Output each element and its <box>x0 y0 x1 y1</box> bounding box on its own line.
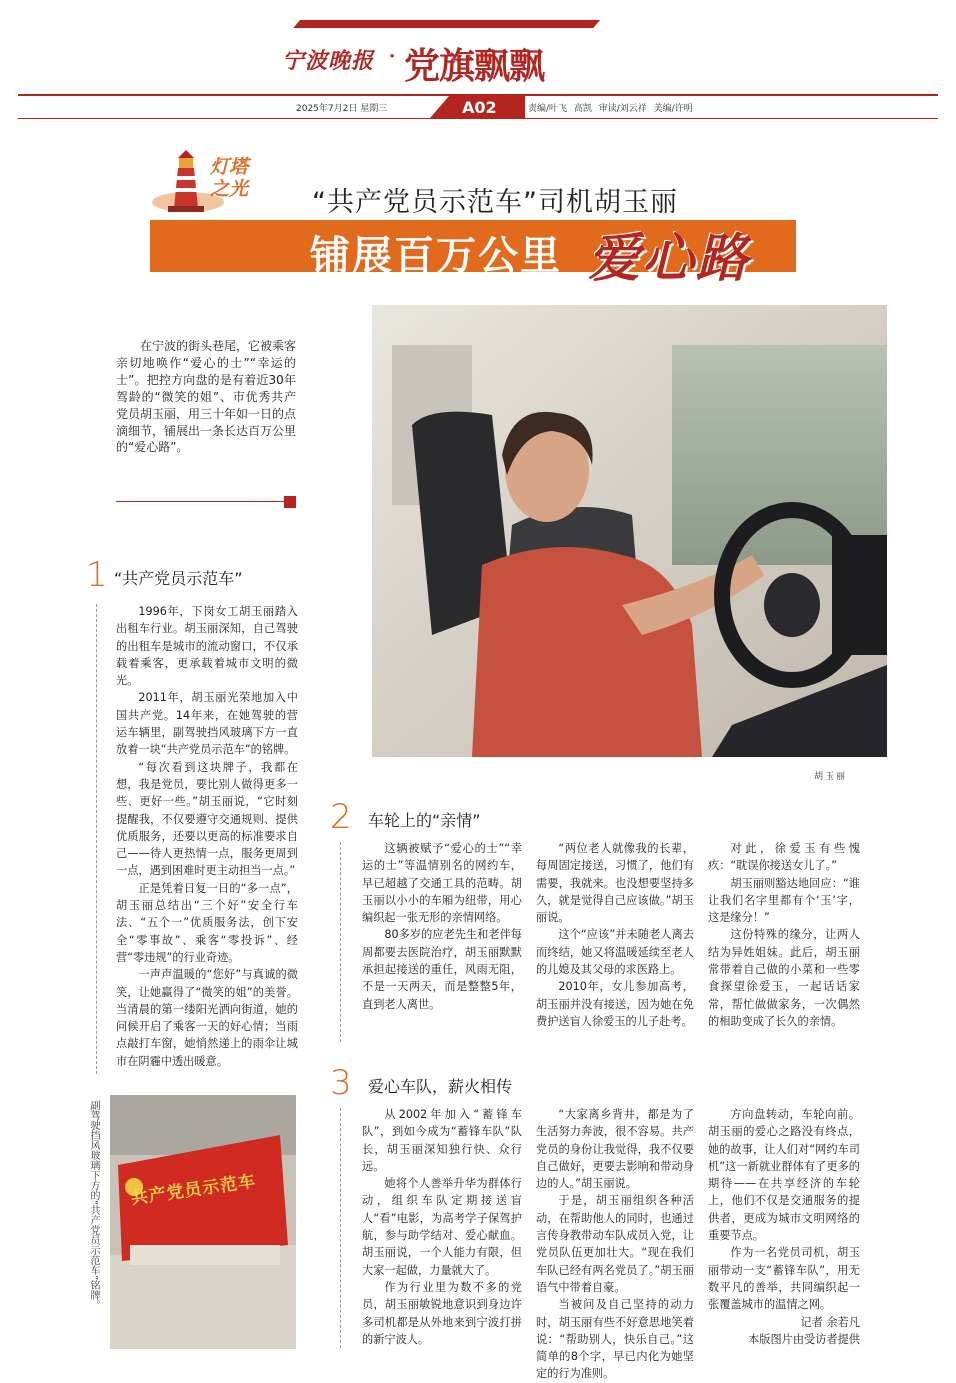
section-3-rule <box>340 1108 341 1348</box>
editor-credits: 责编/叶飞 高凯 审读/刘云祥 美编/许明 <box>528 104 693 114</box>
paragraph: 作为行业里为数不多的党员，胡玉丽敏锐地意识到身边许多司机都是从外地来到宁波打拼的新宁波人。 <box>362 1280 522 1346</box>
paragraph: 当被问及自己坚持的动力时，胡玉丽有些不好意思地笑着说：“帮助别人，快乐自己。”这简单的8个字，早已内化为她坚定的行为准则。 <box>536 1298 694 1381</box>
section-1-number: 1 <box>86 555 108 595</box>
nameplate-illustration <box>110 1095 296 1349</box>
badge-text: 灯塔之光 <box>210 156 249 200</box>
photo2-caption: 副驾驶挡风玻璃下方的“共产党员示范车”铭牌。 <box>88 1100 99 1311</box>
headline-accent: 爱心路 <box>588 228 751 289</box>
lead-rule <box>116 501 286 502</box>
masthead-separator: · <box>388 42 397 72</box>
driver-photo <box>372 305 887 757</box>
paragraph: 正是凭着日复一日的“多一点”，胡玉丽总结出“三个好”安全行车法、“五个一”优质服务法，创下安全“零事故”、乘客“零投诉”、经营“零违规”的行业奇迹。 <box>116 881 298 964</box>
paragraph: 胡玉丽则豁达地回应：“谁让我们名字里都有个‘玉’字，这是缘分！” <box>708 876 860 925</box>
section-1-title: “共产党员示范车” <box>114 569 243 588</box>
issue-date: 2025年7月2日 星期三 <box>296 104 388 114</box>
masthead-rule-thin <box>18 118 938 119</box>
paragraph: 这份特殊的缘分，让两人结为异姓姐妹。此后，胡玉丽常带着自己做的小菜和一些零食探望徐爱玉，一起话话家常，帮忙做做家务，一次偶然的相助变成了长久的亲情。 <box>708 928 860 1028</box>
paragraph: 1996年，下岗女工胡玉丽踏入出租车行业。胡玉丽深知，自己驾驶的出租车是城市的流动窗口，不仅承载着乘客，更承载着城市文明的微光。 <box>116 605 298 688</box>
section-2-col-1 <box>362 840 522 1013</box>
section-2-number: 2 <box>330 797 352 837</box>
kicker-headline: “共产党员示范车”司机胡玉丽 <box>312 187 678 218</box>
section-2-title: 车轮上的“亲情” <box>368 811 481 830</box>
paragraph: “每次看到这块牌子，我都在想，我是党员，要比别人做得更多一些、更好一些。”胡玉丽说，“它时刻提醒我，不仅要遵守交通规则、提供优质服务，还要以更高的标准要求自己——待人更热情一点，服务更周到一点，遇到困难时更主动担当一点。” <box>116 760 298 878</box>
nameplate-text: 共产党员示范车 <box>129 1171 258 1210</box>
section-3-number: 3 <box>330 1063 352 1103</box>
section-1-body <box>116 603 298 1070</box>
section-3-col-3 <box>708 1106 860 1348</box>
paragraph: 于是，胡玉丽组织各种活动，在帮助他人的同时，也通过言传身教带动车队成员入党，让党员队伍更加壮大。“现在我们车队已经有两名党员了。”胡玉丽语气中带着自豪。 <box>536 1194 694 1294</box>
masthead-rule <box>18 94 938 96</box>
section-2-col-2 <box>536 840 694 1030</box>
paragraph: 2011年，胡玉丽光荣地加入中国共产党。14年来，在她驾驶的营运车辆里，副驾驶挡风玻璃下方一直放着一块“共产党员示范车”的铭牌。 <box>116 691 298 757</box>
paragraph: 从2002年加入“蓄锋车队”，到如今成为“蓄锋车队”队长，胡玉丽深知独行快、众行远。 <box>362 1108 522 1173</box>
lead-square <box>284 496 296 508</box>
photo-illustration <box>372 305 887 757</box>
page-number: A02 <box>462 98 497 117</box>
nameplate-photo <box>110 1095 296 1349</box>
masthead-red-stripe <box>293 20 600 28</box>
paragraph: 2010年，女儿参加高考，胡玉丽并没有接送，因为她在免费护送盲人徐爱玉的儿子赴考。 <box>536 980 694 1028</box>
photo-caption: 胡玉丽 <box>814 772 848 782</box>
section-1-rule <box>96 604 97 1074</box>
paragraph: 一声声温暖的“您好”与真诚的微笑，让她赢得了“微笑的姐”的美誉。当清晨的第一缕阳光洒向街道，她的问候开启了乘客一天的好心情；当雨点敲打车窗，她悄然递上的雨伞让城市在阴霾中透出暖意。 <box>116 968 298 1068</box>
paragraph: 她将个人善举升华为群体行动，组织车队定期接送盲人“看”电影，为高考学子保驾护航，参与助学结对、爱心献血。胡玉丽说，一个人能力有限，但大家一起做，力量就大了。 <box>362 1177 522 1277</box>
lead-paragraph: 在宁波的街头巷尾，它被乘客亲切地唤作“爱心的士”“幸运的士”。把控方向盘的是有着近30年驾龄的“微笑的姐”、市优秀共产党员胡玉丽，用三十年如一日的点滴细节，铺展出一条长达百万公里的“爱心路”。 <box>116 339 297 455</box>
paragraph: 这个“应该”并未随老人离去而终结，她又将温暖延续至老人的儿媳及其父母的求医路上。 <box>536 928 694 977</box>
paragraph: “大家离乡背井，都是为了生活努力奔波，很不容易。共产党员的身份让我觉得，我不仅要自己做好，更要去影响和带动身边的人。”胡玉丽说。 <box>536 1108 694 1191</box>
paragraph: 对此，徐爱玉有些愧疚：“耽误你接送女儿了。” <box>708 842 860 873</box>
lighthouse-badge <box>148 150 266 216</box>
section-2-rule <box>340 842 341 1042</box>
photo-credit: 本版图片由受访者提供 <box>748 1332 860 1346</box>
paper-logo: 宁波晚报 <box>282 48 375 74</box>
section-3-title: 爱心车队，薪火相传 <box>368 1077 513 1096</box>
section-2-col-3 <box>708 840 860 1030</box>
section-3-col-1 <box>362 1106 522 1348</box>
paragraph: 方向盘转动，车轮向前。胡玉丽的爱心之路没有终点，她的故事，让人们对“网约车司机”这一新就业群体有了更多的期待——在共享经济的车轮上，他们不仅是交通服务的提供者，更成为城市文明网络的重要节点。 <box>708 1108 860 1243</box>
section-3-col-2 <box>536 1106 694 1383</box>
main-headline: 铺展百万公里 <box>310 233 562 279</box>
paragraph: 这辆被赋予“爱心的士”“幸运的士”等温情别名的网约车，早已超越了交通工具的范畴。胡玉丽以小小的车厢为纽带，用心编织起一张无形的亲情网络。 <box>362 842 522 925</box>
byline: 记者 余若凡 <box>800 1315 860 1329</box>
paragraph: “两位老人就像我的长辈，每周固定接送，习惯了，他们有需要，我就来。也没想要坚持多久，就是觉得自己应该做。”胡玉丽说。 <box>536 842 694 925</box>
section-title: 党旗飘飘 <box>404 46 545 87</box>
paragraph: 80多岁的应老先生和老伴每周都要去医院治疗，胡玉丽默默承担起接送的重任，风雨无阻，不是一天两天，而是整整5年，直到老人离世。 <box>362 928 522 1011</box>
paragraph: 作为一名党员司机，胡玉丽带动一支“蓄锋车队”，用无数平凡的善举，共同编织起一张覆盖城市的温情之网。 <box>708 1246 860 1312</box>
